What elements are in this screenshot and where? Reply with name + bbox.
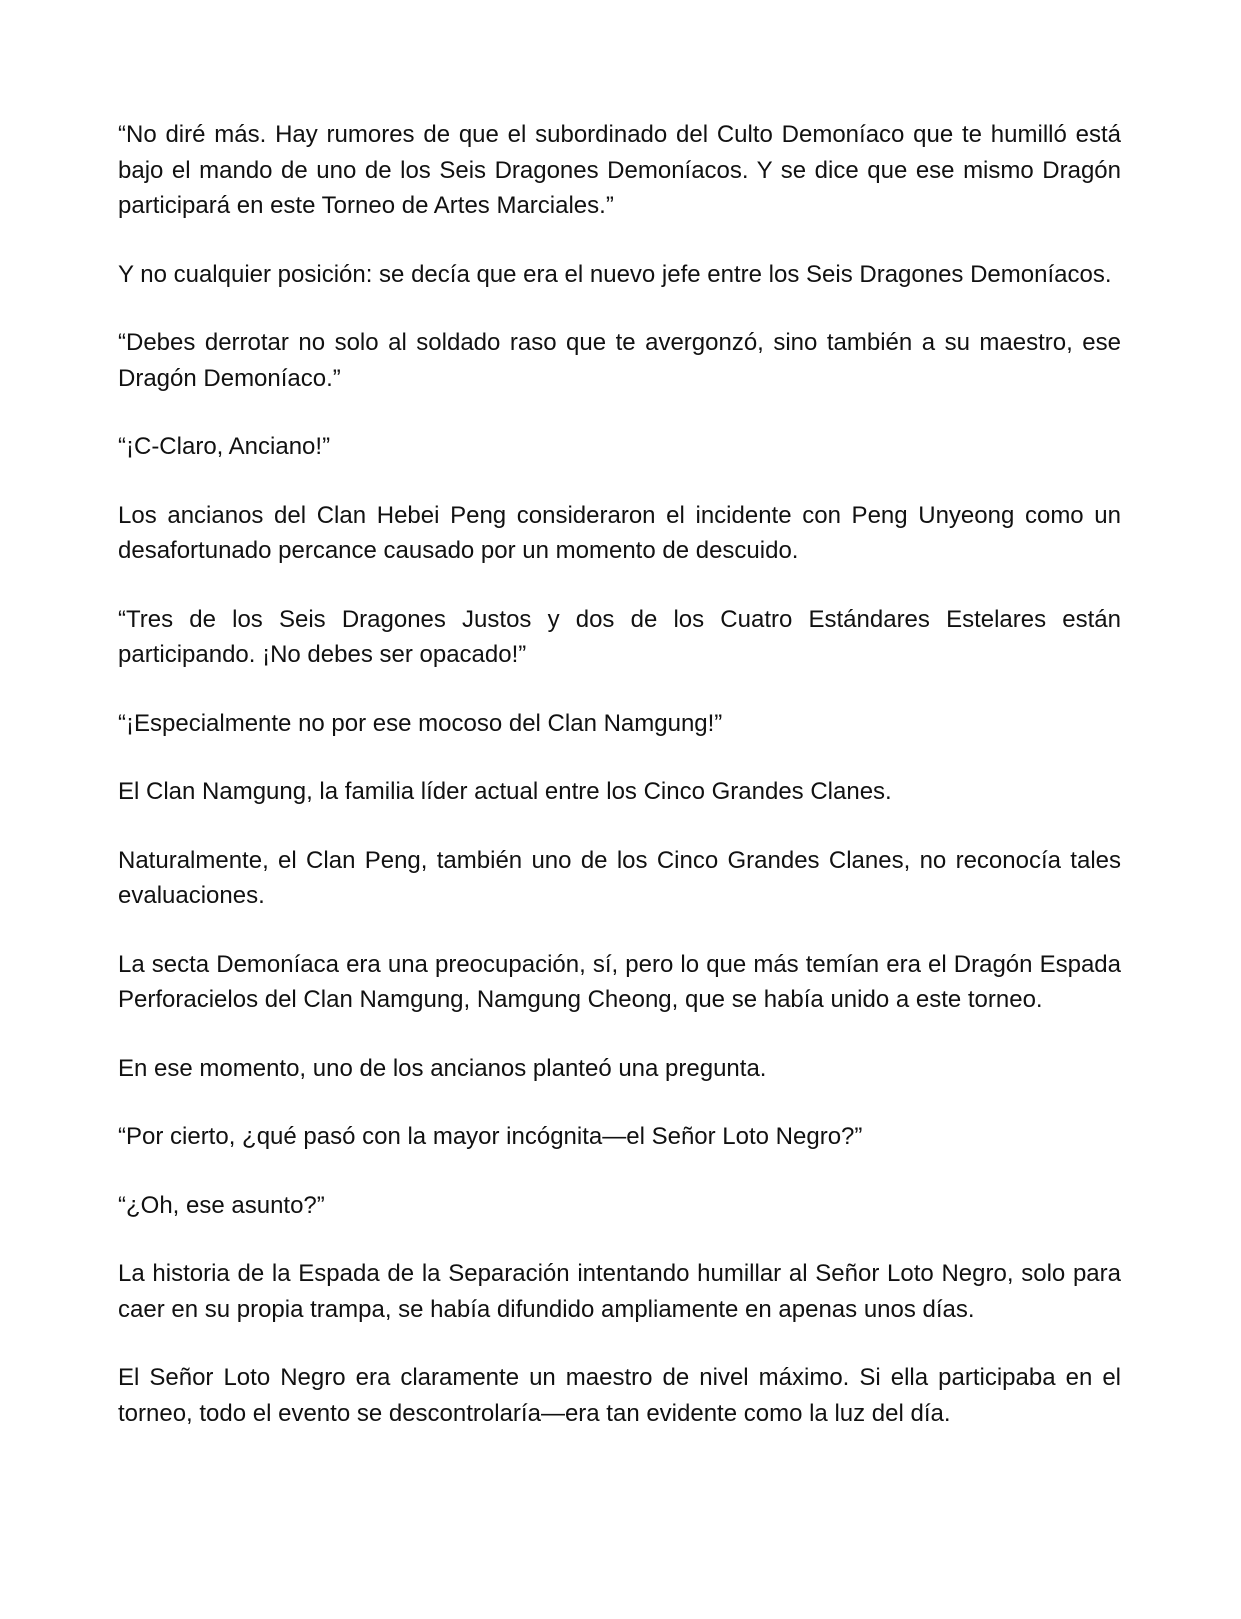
paragraph: “¡C-Claro, Anciano!” xyxy=(118,433,331,460)
paragraph: “No diré más. Hay rumores de que el subordinado del Culto Demoníaco que te humilló está bajo el mando de uno de los Seis Dragones Demoníacos. Y se dice que ese mismo Dragón participará en este Torneo de Artes Marciales.” xyxy=(118,121,1121,219)
paragraph: “Debes derrotar no solo al soldado raso que te avergonzó, sino también a su maestro, ese Dragón Demoníaco.” xyxy=(118,329,1121,392)
paragraph: Naturalmente, el Clan Peng, también uno de los Cinco Grandes Clanes, no reconocía tales evaluaciones. xyxy=(118,846,1121,909)
paragraph: Los ancianos del Clan Hebei Peng consideraron el incidente con Peng Unyeong como un desafortunado percance causado por un momento de descuido. xyxy=(118,501,1121,564)
paragraph: “¿Oh, ese asunto?” xyxy=(118,1191,325,1219)
paragraph: El Señor Loto Negro era claramente un maestro de nivel máximo. Si ella participaba en el torneo, todo el evento se descontrolaría—era tan evidente como la luz del día. xyxy=(118,1364,1121,1427)
paragraph: El Clan Namgung, la familia líder actual entre los Cinco Grandes Clanes. xyxy=(118,778,892,805)
paragraph: La secta Demoníaca era una preocupación, sí, pero lo que más temían era el Dragón Espada Perforacielos del Clan Namgung, Namgung Cheong, que se había unido a este torneo. xyxy=(118,950,1121,1013)
paragraph: Y no cualquier posición: se decía que era el nuevo jefe entre los Seis Dragones Demoníacos. xyxy=(118,260,1112,288)
paragraph: “Tres de los Seis Dragones Justos y dos de los Cuatro Estándares Estelares están participando. ¡No debes ser opacado!” xyxy=(118,605,1121,668)
paragraph: “¡Especialmente no por ese mocoso del Clan Namgung!” xyxy=(118,709,723,737)
paragraph: En ese momento, uno de los ancianos planteó una pregunta. xyxy=(118,1054,767,1082)
paragraph: “Por cierto, ¿qué pasó con la mayor incógnita—el Señor Loto Negro?” xyxy=(118,1123,863,1150)
document-body xyxy=(118,117,1121,1431)
paragraph: La historia de la Espada de la Separación intentando humillar al Señor Loto Negro, solo para caer en su propia trampa, se había difundido ampliamente en apenas unos días. xyxy=(118,1260,1121,1323)
